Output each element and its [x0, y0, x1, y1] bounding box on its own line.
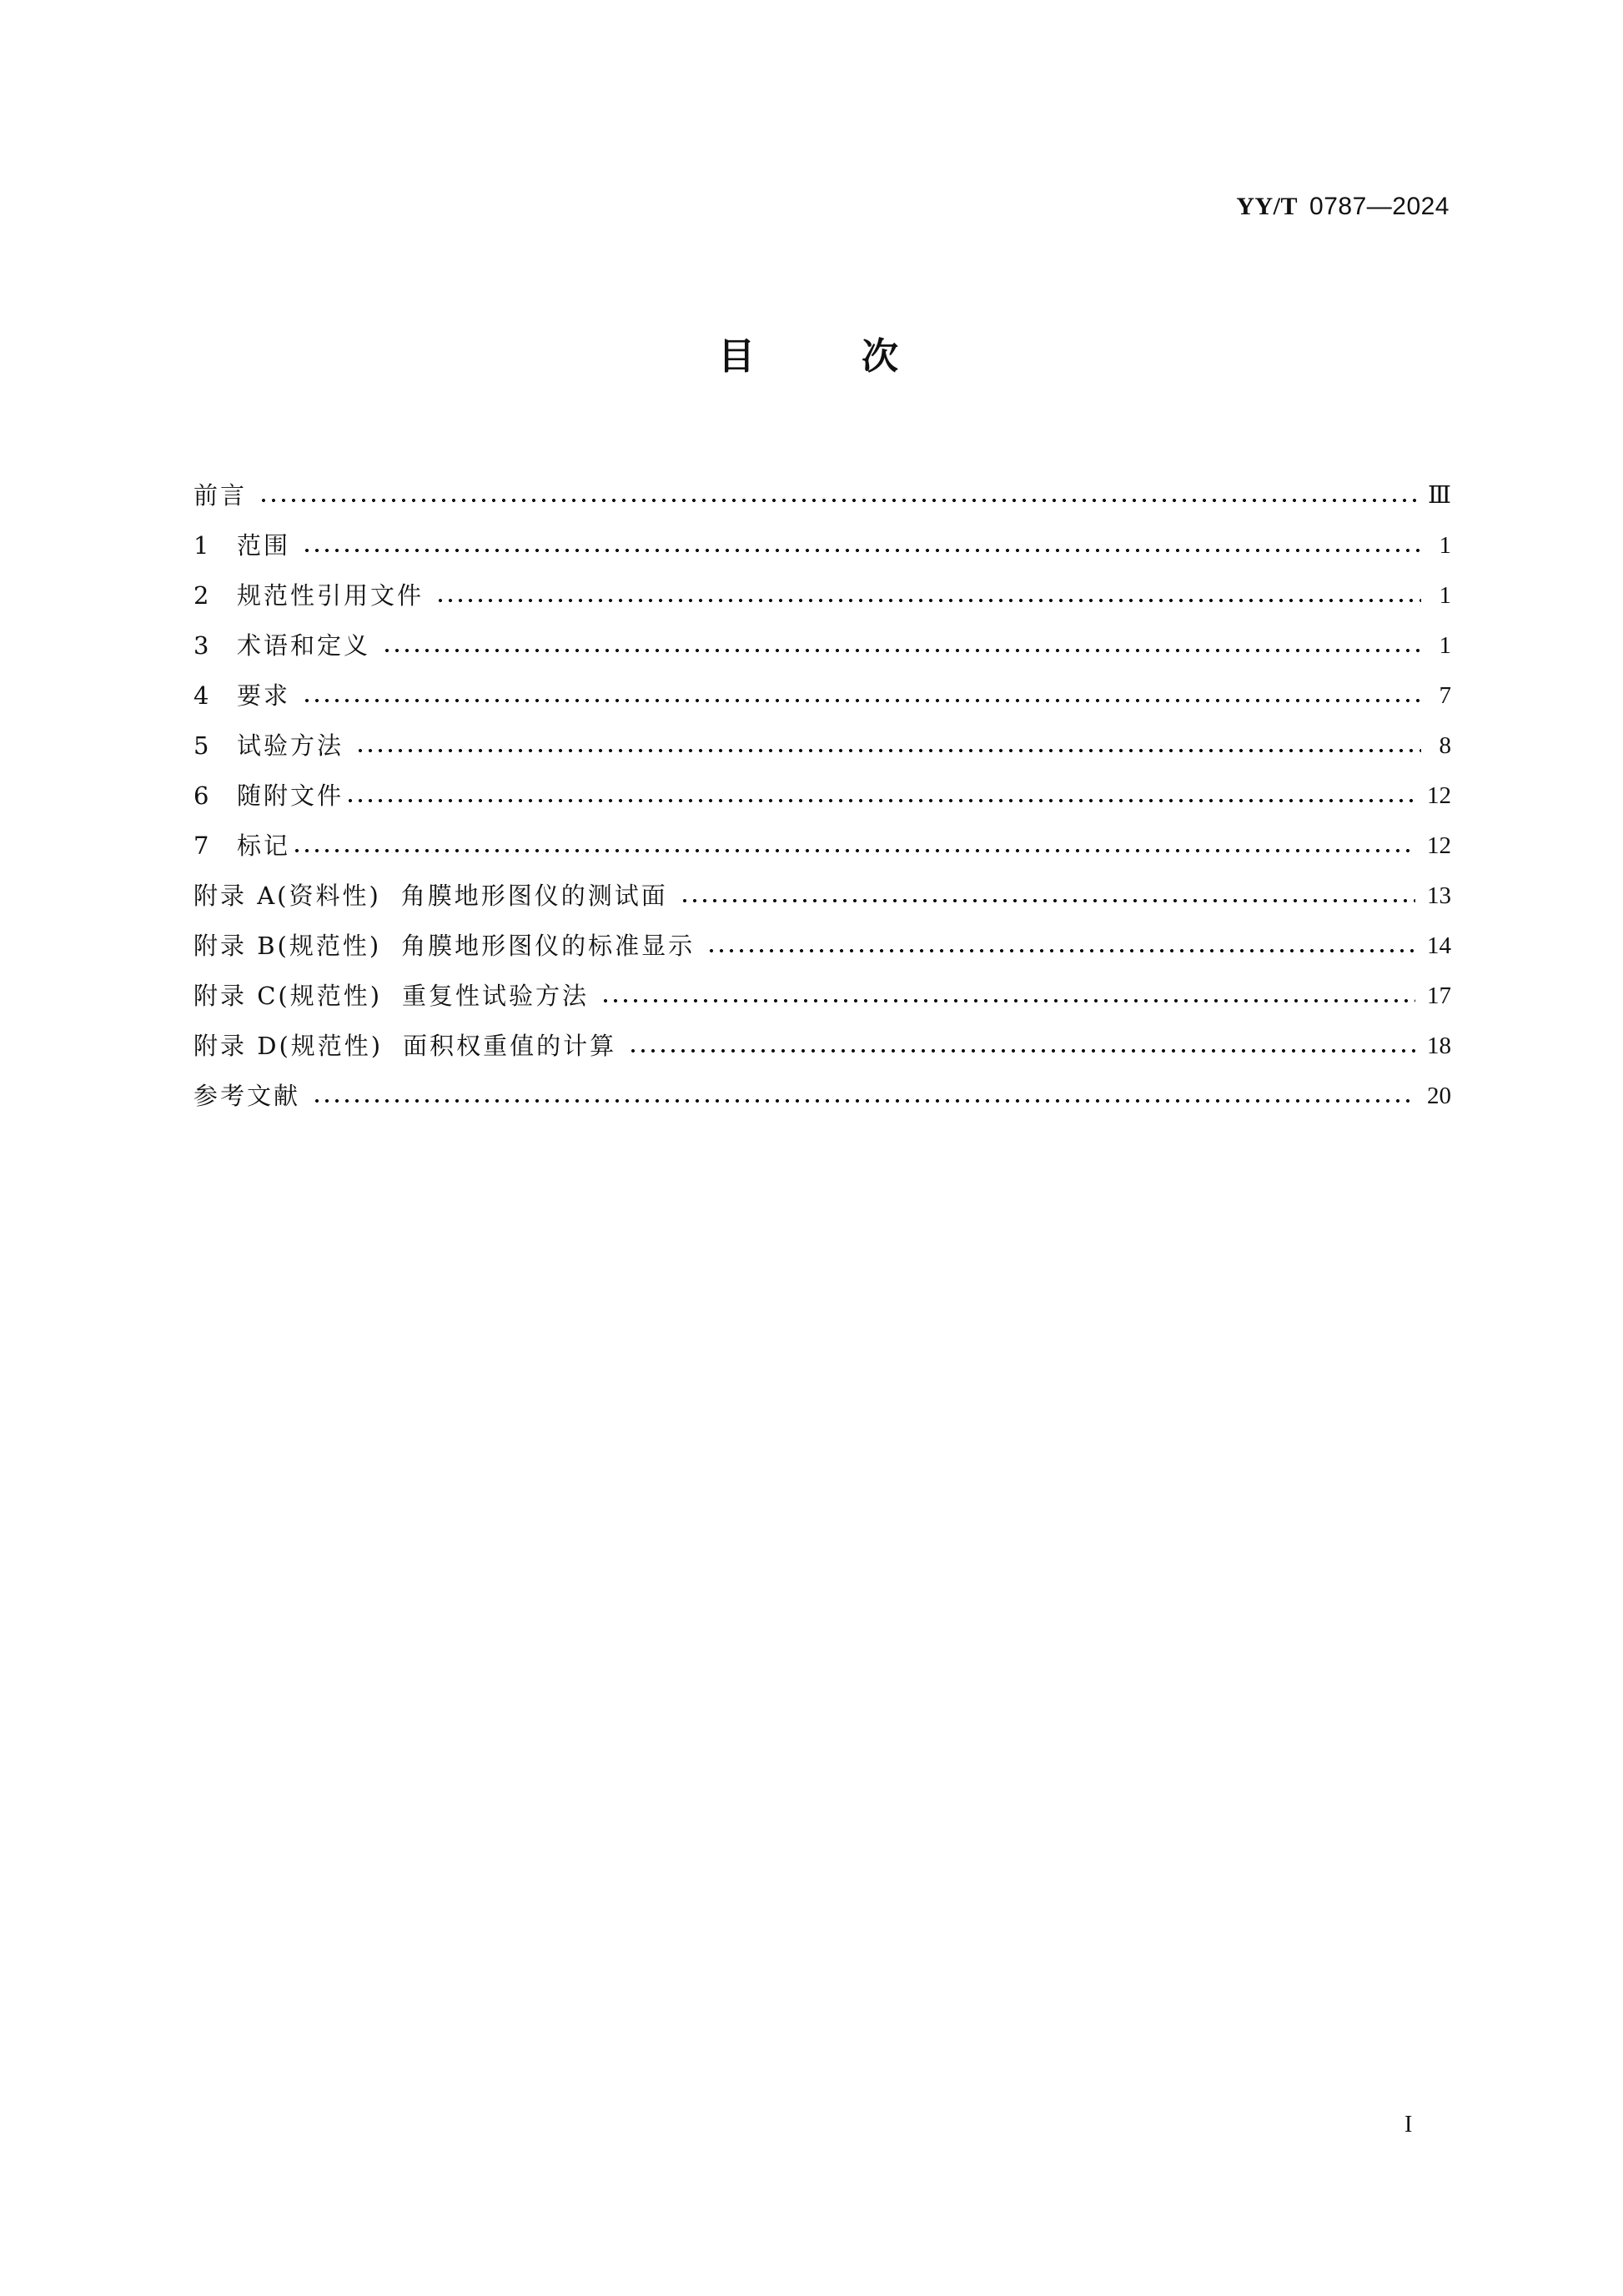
dot-leader [628, 1048, 1415, 1053]
toc-annex-tag: 附录 D(规范性) [193, 1032, 384, 1060]
table-of-contents [193, 464, 1451, 1114]
dot-leader [259, 498, 1416, 503]
toc-entry-label [193, 877, 668, 914]
toc-annex-tag: 附录 B(规范性) [193, 932, 382, 960]
toc-entry-label [193, 477, 247, 514]
toc-entry-label [193, 1078, 300, 1114]
dot-leader [292, 848, 1415, 853]
toc-entry-page: 20 [1427, 1083, 1451, 1109]
toc-entry-bibliography[interactable] [193, 1064, 1451, 1114]
dot-leader [302, 548, 1421, 553]
toc-entry-label [193, 927, 695, 964]
toc-entry-title: 规范性引用文件 [237, 581, 425, 610]
toc-entry-number: 5 [193, 731, 209, 760]
toc-entry-title: 试验方法 [237, 731, 344, 760]
toc-entry-title: 角膜地形图仪的标准显示 [401, 932, 696, 960]
toc-entry-title: 重复性试验方法 [402, 982, 590, 1010]
toc-entry-normative-references[interactable] [193, 564, 1451, 614]
page-number: I [1404, 2112, 1413, 2138]
toc-entry-number: 3 [193, 631, 209, 660]
toc-entry-title: 术语和定义 [237, 631, 371, 660]
toc-entry-title: 要求 [237, 681, 291, 710]
toc-entry-label [193, 827, 290, 864]
toc-entry-label [193, 727, 344, 764]
toc-entry-page: Ⅲ [1428, 482, 1451, 509]
toc-entry-terms-definitions[interactable] [193, 614, 1451, 664]
toc-entry-label [193, 527, 290, 564]
toc-entry-label [193, 577, 424, 614]
toc-entry-annex-c[interactable] [193, 964, 1451, 1014]
toc-entry-label [193, 627, 370, 664]
toc-entry-page: 8 [1439, 732, 1451, 759]
toc-entry-label [193, 977, 589, 1014]
toc-entry-label [193, 777, 344, 814]
toc-entry-accompanying-documents[interactable] [193, 764, 1451, 814]
toc-entry-annex-d[interactable] [193, 1014, 1451, 1064]
dot-leader [600, 998, 1415, 1003]
dot-leader [382, 648, 1421, 653]
toc-entry-page: 1 [1439, 582, 1451, 609]
toc-entry-number: 1 [193, 531, 209, 560]
toc-entry-page: 13 [1427, 882, 1451, 909]
toc-entry-title: 角膜地形图仪的测试面 [400, 882, 668, 910]
toc-entry-title: 面积权重值的计算 [403, 1032, 617, 1060]
dot-leader [345, 798, 1415, 803]
toc-entry-requirements[interactable] [193, 664, 1451, 714]
toc-annex-tag: 附录 C(规范性) [193, 982, 383, 1010]
toc-entry-number: 2 [193, 581, 209, 610]
toc-entry-page: 17 [1427, 982, 1451, 1009]
toc-entry-page: 12 [1427, 782, 1451, 809]
toc-annex-tag: 附录 A(资料性) [193, 882, 381, 910]
toc-entry-label [193, 677, 290, 714]
toc-entry-number: 6 [193, 781, 209, 810]
dot-leader [312, 1098, 1415, 1103]
dot-leader [302, 698, 1421, 703]
toc-entry-label [193, 1027, 616, 1064]
toc-entry-number: 7 [193, 831, 209, 860]
toc-entry-page: 18 [1427, 1032, 1451, 1059]
dot-leader [355, 748, 1421, 753]
toc-entry-page: 1 [1439, 632, 1451, 659]
toc-entry-page: 14 [1427, 932, 1451, 959]
toc-entry-title: 标记 [237, 831, 291, 860]
standard-code [1236, 190, 1450, 224]
toc-entry-annex-a[interactable] [193, 864, 1451, 914]
toc-entry-scope[interactable] [193, 514, 1451, 564]
toc-entry-title: 随附文件 [237, 781, 344, 810]
dot-leader [680, 898, 1415, 903]
toc-entry-foreword[interactable] [193, 464, 1451, 514]
dot-leader [435, 598, 1421, 603]
toc-entry-page: 7 [1439, 682, 1451, 709]
dot-leader [706, 948, 1415, 953]
toc-entry-test-methods[interactable] [193, 714, 1451, 764]
toc-entry-title: 参考文献 [193, 1082, 301, 1110]
page-title-char-1: 目 [718, 335, 755, 378]
standard-prefix: YY/T [1236, 193, 1299, 220]
toc-entry-number: 4 [193, 681, 209, 710]
standard-number: 0787—2024 [1309, 193, 1450, 220]
toc-entry-title: 范围 [237, 531, 291, 560]
toc-entry-annex-b[interactable] [193, 914, 1451, 964]
toc-entry-marking[interactable] [193, 814, 1451, 864]
toc-entry-page: 1 [1439, 532, 1451, 559]
toc-entry-page: 12 [1427, 832, 1451, 859]
page-title [0, 332, 1623, 382]
toc-entry-title: 前言 [193, 481, 248, 510]
page-title-char-2: 次 [862, 335, 898, 378]
